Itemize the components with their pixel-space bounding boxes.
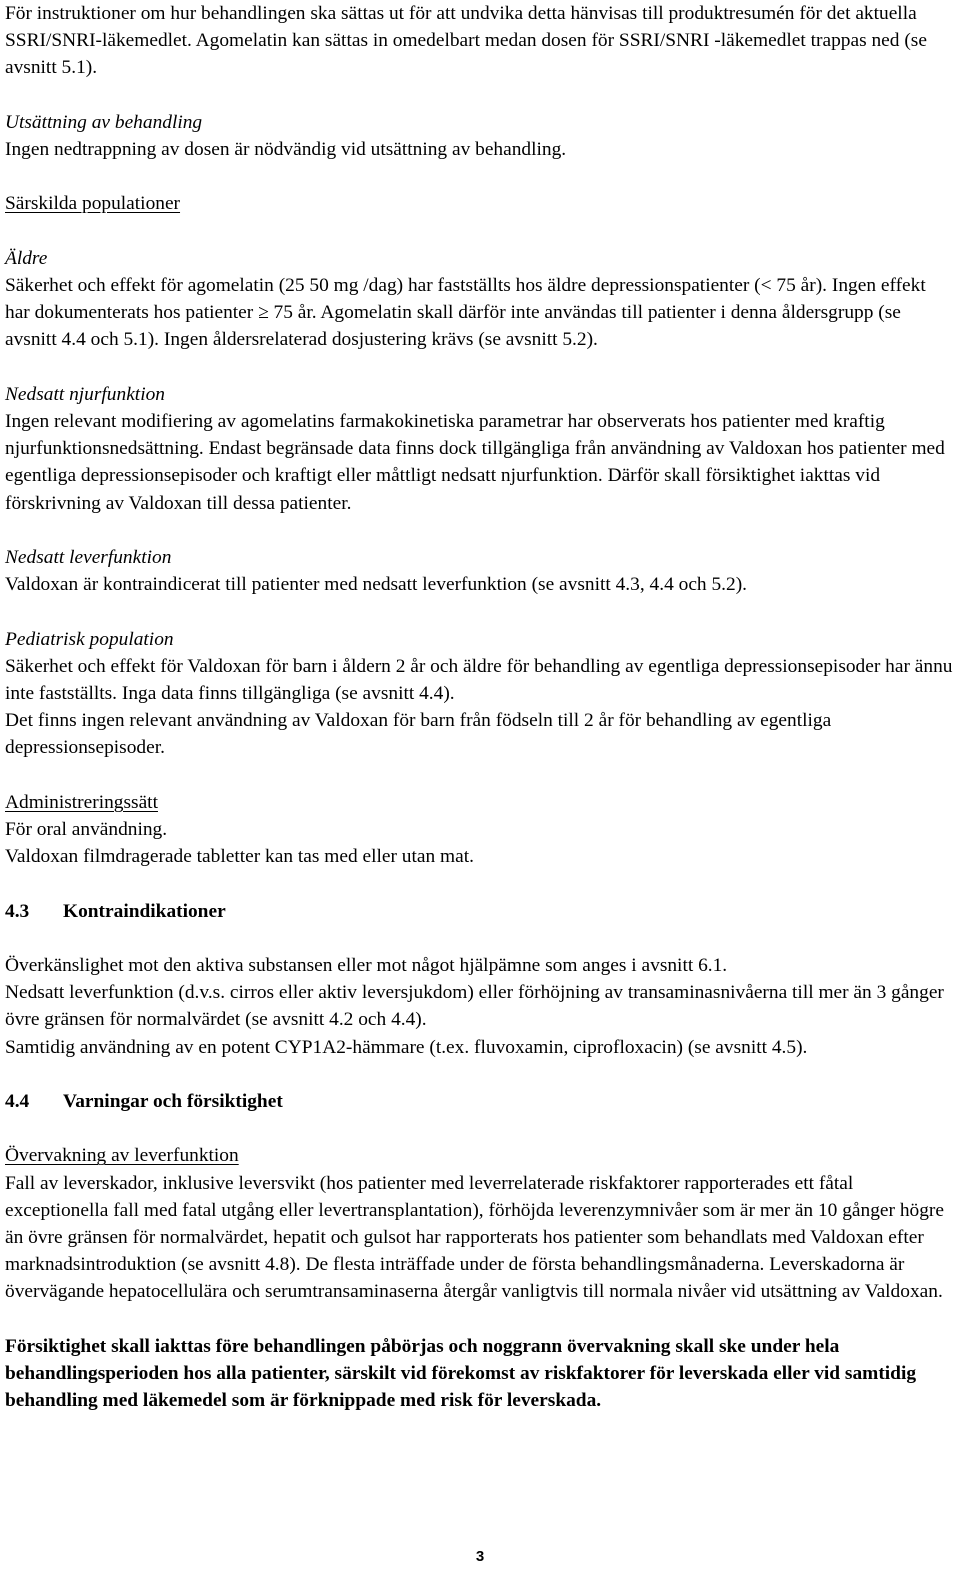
intro-paragraph: För instruktioner om hur behandlingen ska sättas ut för att undvika detta hänvisas till produktresumén för det aktuella SSRI/SNRI-läkemedlet. Agomelatin kan sättas in omedelbart medan dosen för SSRI/SNRI -läkemedlet trappas ned (se avsnitt 5.1). bbox=[5, 3, 927, 79]
section-4-4-heading bbox=[5, 1088, 955, 1115]
pediatric-text-2: Det finns ingen relevant användning av Valdoxan för barn från födseln till 2 år för behandling av egentliga depressionsepisoder. bbox=[5, 710, 832, 759]
pediatric-heading: Pediatrisk population bbox=[5, 628, 174, 650]
section-4-3-number: 4.3 bbox=[5, 900, 30, 922]
section-4-3-heading bbox=[5, 898, 955, 925]
elderly-heading: Äldre bbox=[5, 247, 48, 269]
administration-heading: Administreringssätt bbox=[5, 791, 158, 813]
renal-text: Ingen relevant modifiering av agomelatins farmakokinetiska parametrar har observerats hos patienter med kraftig njurfunktionsnedsättning. Endast begränsade data finns dock tillgängliga från användning av Valdoxan hos patienter med egentliga depressionsepisoder och kraftigt eller måttligt nedsatt njurfunktion. Därför skall försiktighet iakttas vid förskrivning av Valdoxan till dessa patienter. bbox=[5, 410, 945, 514]
pediatric-text-1: Säkerhet och effekt för Valdoxan för barn i åldern 2 år och äldre för behandling av egentliga depressionsepisoder har ännu inte fastställts. Inga data finns tillgängliga (se avsnitt 4.4). bbox=[5, 655, 953, 704]
document-page bbox=[5, 0, 955, 1414]
elderly-text: Säkerhet och effekt för agomelatin (25 50 mg /dag) har fastställts hos äldre depressionspatienter (< 75 år). Ingen effekt har dokumenterats hos patienter ≥ 75 år. Agomelatin skall därför inte användas till patienter i denna åldersgrupp (se avsnitt 4.4 och 5.1). Ingen åldersrelaterad dosjustering krävs (se avsnitt 5.2). bbox=[5, 274, 926, 351]
administration-line-2: Valdoxan filmdragerade tabletter kan tas med eller utan mat. bbox=[5, 846, 474, 868]
section-4-3-title: Kontraindikationer bbox=[63, 900, 226, 922]
discontinuation-heading: Utsättning av behandling bbox=[5, 111, 203, 133]
page-number: 3 bbox=[475, 1548, 485, 1565]
section-4-4-title: Varningar och försiktighet bbox=[63, 1090, 283, 1112]
administration-line-1: För oral användning. bbox=[5, 818, 168, 840]
monitoring-heading: Övervakning av leverfunktion bbox=[5, 1145, 239, 1167]
special-populations-heading: Särskilda populationer bbox=[5, 193, 181, 215]
contraindication-1: Överkänslighet mot den aktiva substansen eller mot något hjälpämne som anges i avsnitt 6.1. bbox=[5, 954, 728, 976]
discontinuation-text: Ingen nedtrappning av dosen är nödvändig vid utsättning av behandling. bbox=[5, 139, 567, 160]
contraindication-2: Nedsatt leverfunktion (d.v.s. cirros eller aktiv leversjukdom) eller förhöjning av transaminasnivåerna till mer än 3 gånger övre gränsen för normalvärdet (se avsnitt 4.2 och 4.4). bbox=[5, 982, 944, 1031]
monitoring-text: Fall av leverskador, inklusive leversvikt (hos patienter med leverrelaterade riskfaktorer rapporterades ett fåtal exceptionella fall med fatal utgång eller levertransplantation), förhöjda leverenzymnivåer som är mer än 10 gånger högre än övre gränsen för normalvärdet, hepatit och gulsot har rapporterats hos patienter som behandlats med Valdoxan efter marknadsintroduktion (se avsnitt 4.8). De flesta inträffade under de första behandlingsmånaderna. Leverskadorna är övervägande hepatocellulära och serumtransaminaserna återgår vanligtvis till normala nivåer vid utsättning av Valdoxan. bbox=[5, 1172, 944, 1303]
hepatic-text: Valdoxan är kontraindicerat till patienter med nedsatt leverfunktion (se avsnitt 4.3, 4.4 och 5.2). bbox=[5, 574, 748, 596]
renal-heading: Nedsatt njurfunktion bbox=[5, 383, 165, 405]
contraindication-3: Samtidig användning av en potent CYP1A2-hämmare (t.ex. fluvoxamin, ciprofloxacin) (se avsnitt 4.5). bbox=[5, 1036, 808, 1058]
hepatic-heading: Nedsatt leverfunktion bbox=[5, 546, 172, 568]
section-4-4-number: 4.4 bbox=[5, 1090, 30, 1112]
caution-text: Försiktighet skall iakttas före behandlingen påbörjas och noggrann övervakning skall ske under hela behandlingsperioden hos alla patienter, särskilt vid förekomst av riskfaktorer för leverskada eller vid samtidig behandling med läkemedel som är förknippade med risk för leverskada. bbox=[5, 1335, 917, 1412]
